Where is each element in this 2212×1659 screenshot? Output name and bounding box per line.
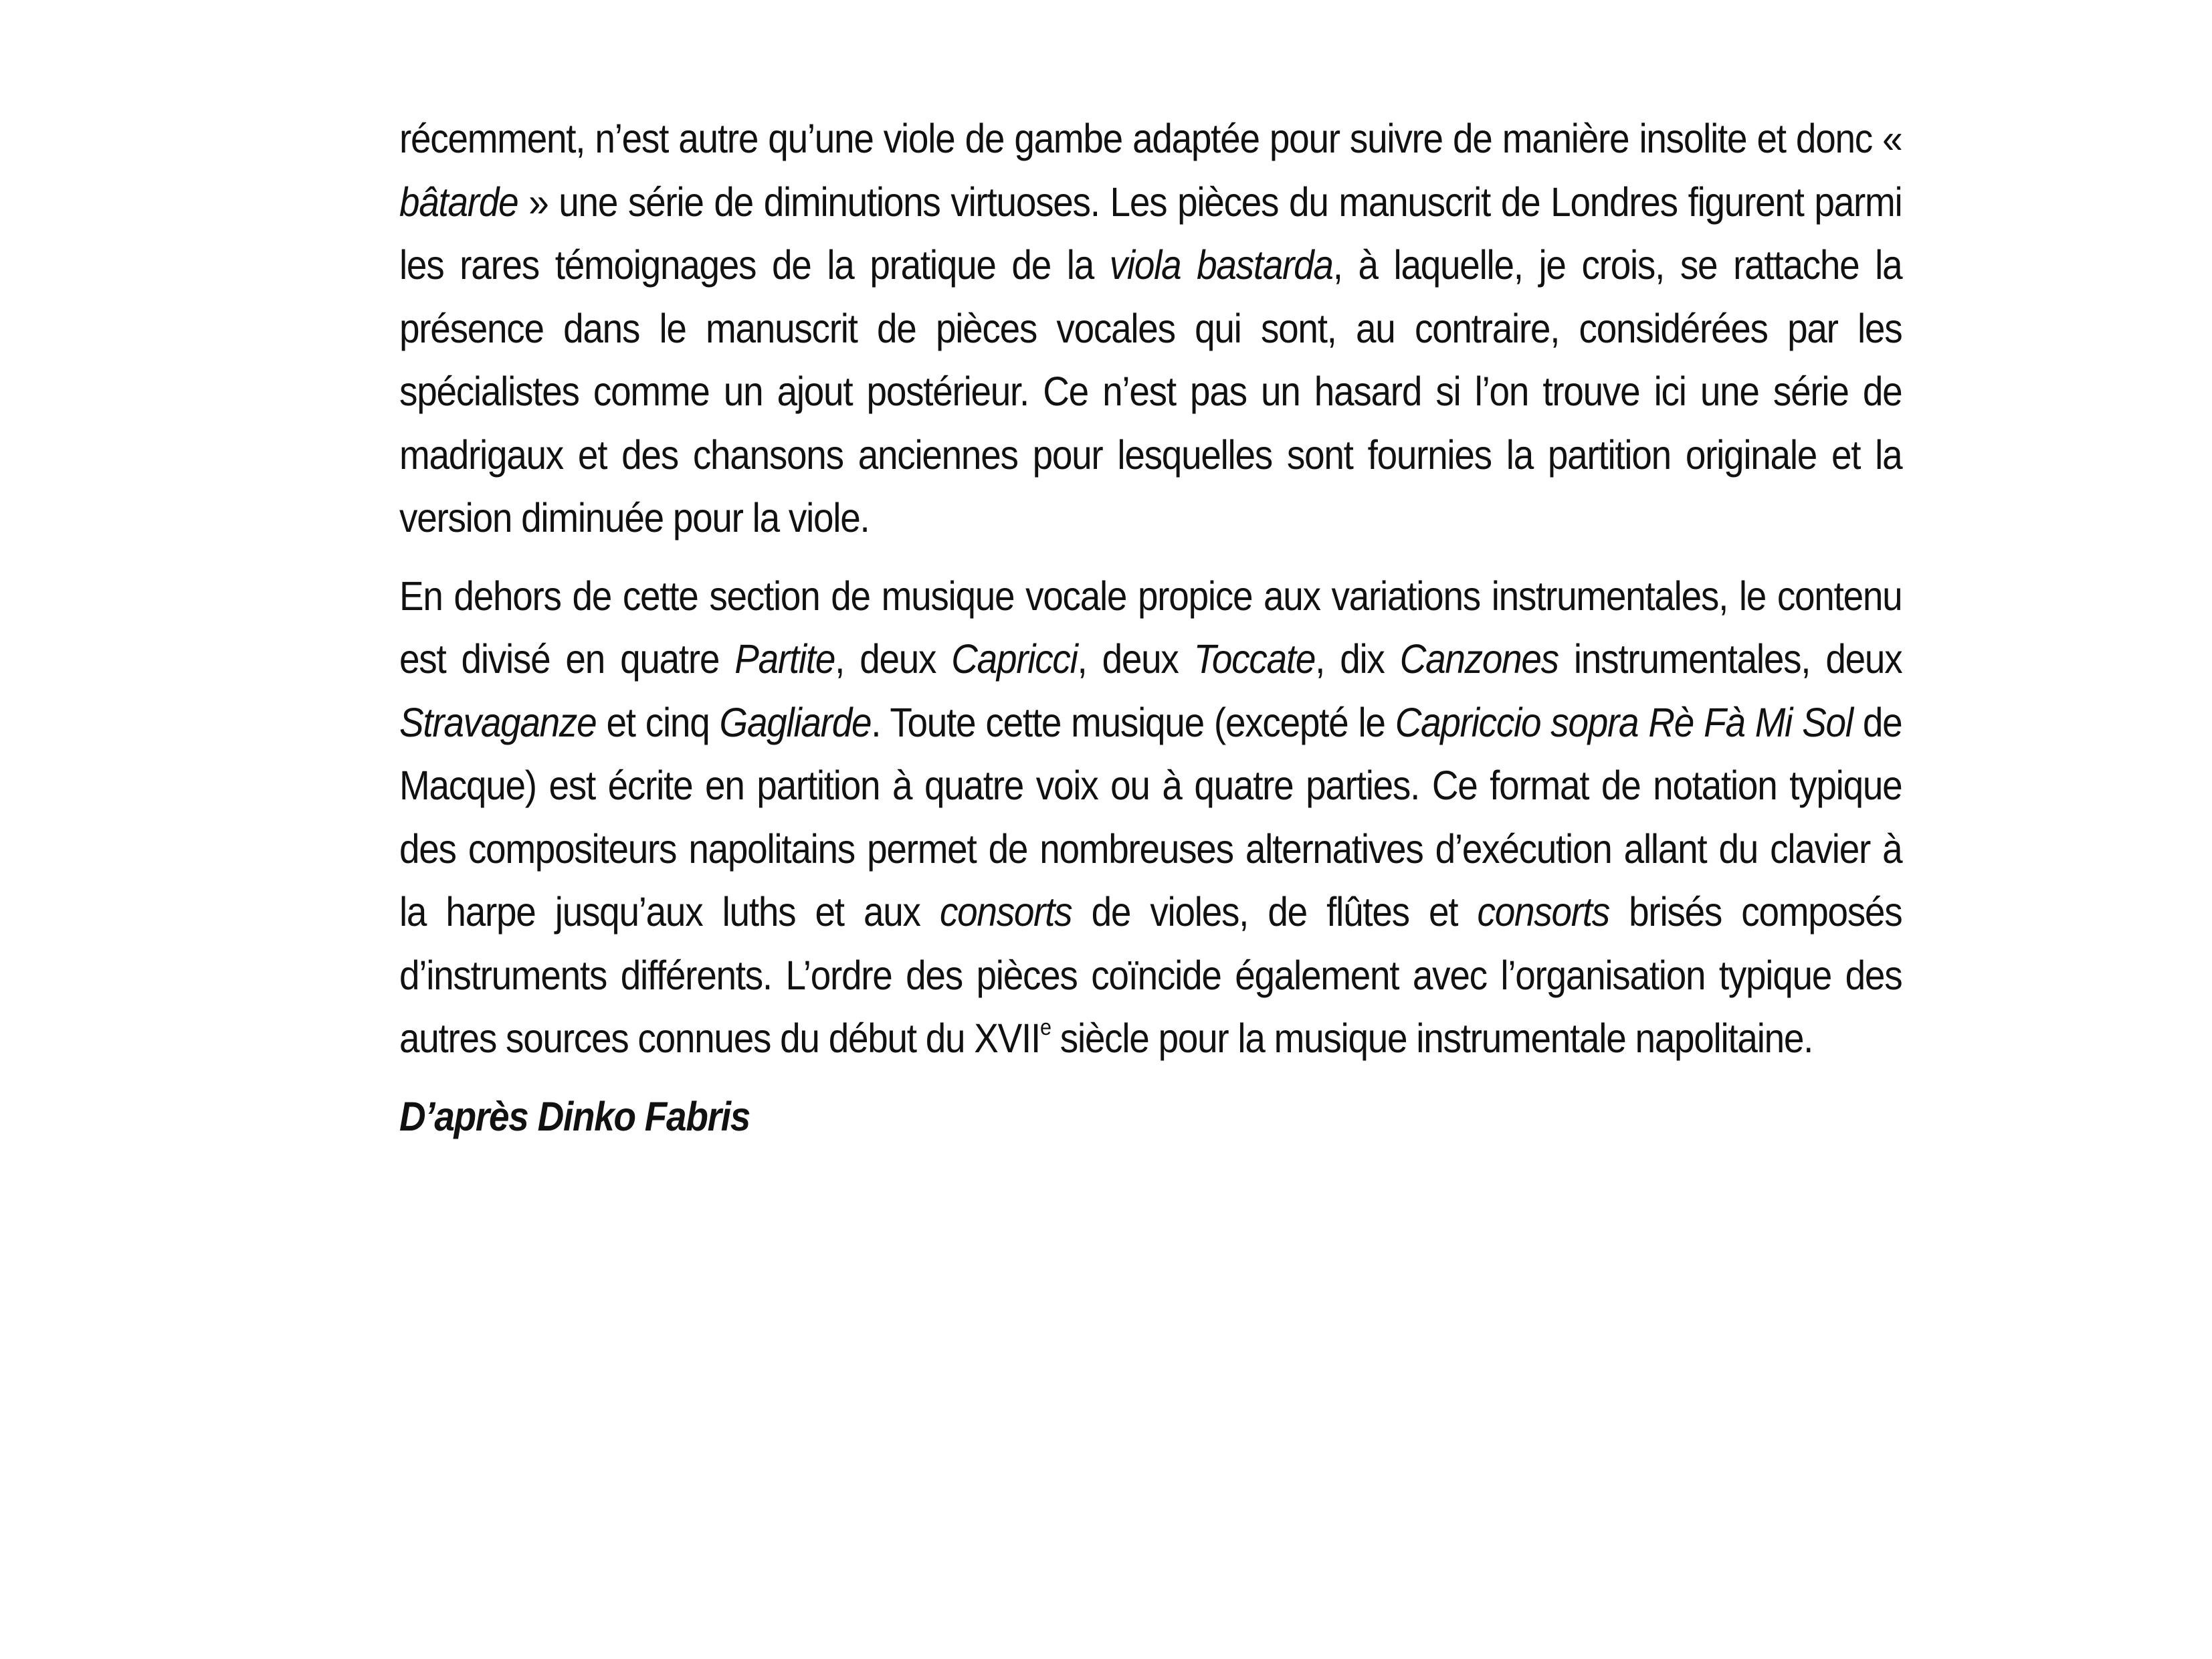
italic-text: bâtarde <box>399 179 518 225</box>
italic-text: consorts <box>939 889 1072 935</box>
italic-text: Capriccio sopra Rè Fà Mi Sol <box>1395 699 1853 745</box>
italic-text: viola bastarda <box>1109 242 1333 288</box>
text-run: , deux <box>1077 636 1194 682</box>
text-run: , à laquelle, je crois, se rattache la présence dans le manuscrit de pièces vocales qui sont, au contraire, considérées par les spécialistes comme un ajout postérieur. Ce n’est pas un hasard si l’on trouve ici une série de madrigaux et des chansons anciennes pour lesquelles sont fournies la partition originale et la version diminuée pour la viole. <box>399 242 1902 541</box>
text-run: » une série de diminutions virtuoses. Les pièces du manuscrit de Londres figurent parmi les rares témoignages de la pratique de la <box>399 179 1902 288</box>
author-signature: D’après Dinko Fabris <box>399 1093 750 1139</box>
text-run: de violes, de flûtes et <box>1072 889 1478 935</box>
text-run: récemment, n’est autre qu’une viole de gambe adaptée pour suivre de manière insolite et donc « <box>399 116 1902 161</box>
text-run: . Toute cette musique (excepté le <box>871 699 1395 745</box>
text-run: et cinq <box>596 699 720 745</box>
italic-text: Stravaganze <box>399 699 597 745</box>
superscript-text: e <box>1040 1015 1051 1040</box>
paragraph <box>399 107 1902 550</box>
text-run: siècle pour la musique instrumentale napolitaine. <box>1050 1015 1813 1061</box>
text-run: instrumentales, deux <box>1558 636 1902 682</box>
italic-text: Gagliarde <box>719 699 872 745</box>
text-run: de Macque) est écrite en partition à quatre voix ou à quatre parties. Ce format de notation typique des compositeurs napolitains permet de nombreuses alternatives d’exécution allant du clavier à la harpe jusqu’aux luths et aux <box>399 699 1902 935</box>
italic-text: Partite <box>734 636 835 682</box>
text-run: , deux <box>835 636 952 682</box>
italic-text: Capricci <box>951 636 1078 682</box>
italic-text: Canzones <box>1399 636 1559 682</box>
italic-text: Toccate <box>1193 636 1316 682</box>
paragraph <box>399 565 1902 1070</box>
text-run: , dix <box>1315 636 1400 682</box>
text-run: En dehors de cette section de musique vocale propice aux variations instrumentales, le contenu est divisé en quatre <box>399 573 1902 682</box>
text-run: brisés composés d’instruments différents. L’ordre des pièces coïncide également avec l’organisation typique des autres sources connues du début du XVII <box>399 889 1902 1061</box>
italic-text: consorts <box>1477 889 1609 935</box>
text-column <box>399 107 1902 1148</box>
